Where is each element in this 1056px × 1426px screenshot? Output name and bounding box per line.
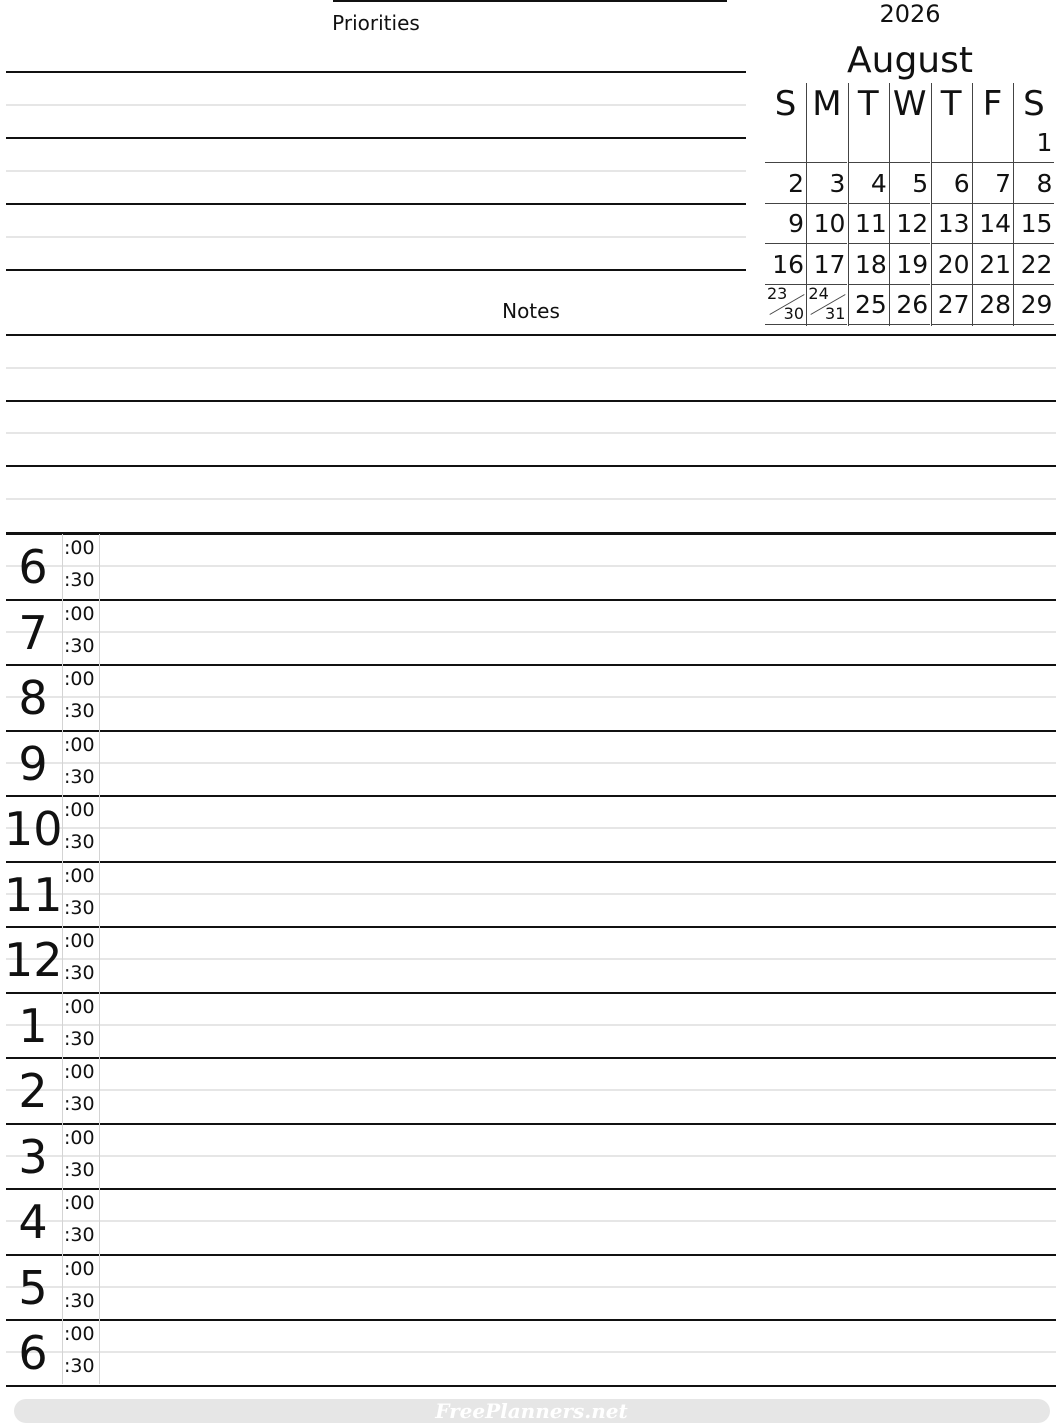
calendar-day: 25 xyxy=(848,285,889,325)
minute-label: :00 xyxy=(64,1126,95,1149)
calendar-day-second: 30 xyxy=(783,304,804,323)
calendar-day: 18 xyxy=(848,245,889,285)
hour-line xyxy=(6,664,1056,666)
calendar-day: 6 xyxy=(931,164,972,204)
calendar-day: 4 xyxy=(848,164,889,204)
calendar-column-divider xyxy=(972,83,973,326)
calendar-day xyxy=(806,285,847,325)
minute-label: :30 xyxy=(64,700,95,722)
calendar-month: August xyxy=(847,40,973,81)
half-hour-line xyxy=(6,1286,1056,1288)
minute-label: :00 xyxy=(64,864,95,887)
minute-label: :00 xyxy=(64,930,95,952)
calendar-day-second: 31 xyxy=(825,304,846,323)
minute-label: :30 xyxy=(64,634,95,657)
notes-line xyxy=(6,334,1056,336)
half-hour-line xyxy=(6,631,1056,633)
half-hour-line xyxy=(6,565,1056,567)
minute-label: :00 xyxy=(64,1257,95,1280)
calendar-day xyxy=(848,123,889,163)
calendar-column-divider xyxy=(889,83,890,326)
calendar-day: 22 xyxy=(1013,245,1054,285)
half-hour-line xyxy=(6,1351,1056,1353)
calendar-weekday: W xyxy=(892,84,927,124)
minute-label: :00 xyxy=(64,799,95,821)
hour-label: 6 xyxy=(18,540,48,594)
half-hour-line xyxy=(6,1024,1056,1026)
half-hour-line xyxy=(6,1155,1056,1157)
hour-line xyxy=(6,992,1056,994)
calendar-day: 8 xyxy=(1013,164,1054,204)
hour-line xyxy=(6,599,1056,601)
hour-column-divider xyxy=(62,534,63,1384)
minute-label: :00 xyxy=(64,995,95,1018)
calendar-day: 20 xyxy=(931,245,972,285)
minute-label: :30 xyxy=(64,1355,95,1377)
calendar-day: 1 xyxy=(1013,123,1054,163)
minute-label: :30 xyxy=(64,569,95,591)
half-hour-line xyxy=(6,958,1056,960)
hour-label: 11 xyxy=(4,867,63,922)
minute-label: :00 xyxy=(64,537,95,559)
half-hour-line xyxy=(6,893,1056,895)
calendar-day: 14 xyxy=(972,204,1013,244)
hour-label: 2 xyxy=(18,1064,48,1118)
calendar-weekday: T xyxy=(857,84,879,124)
calendar-day: 9 xyxy=(765,204,806,244)
notes-guide-line xyxy=(6,367,1056,369)
notes-line xyxy=(6,532,1056,534)
calendar-day xyxy=(931,123,972,163)
hour-line xyxy=(6,730,1056,732)
hour-line xyxy=(6,1254,1056,1256)
priority-guide-line xyxy=(6,104,746,106)
hour-line xyxy=(6,1123,1056,1125)
hour-line xyxy=(6,1319,1056,1321)
calendar-day: 11 xyxy=(848,204,889,244)
calendar-weekday: T xyxy=(940,84,962,124)
calendar-day: 15 xyxy=(1013,204,1054,244)
hour-line xyxy=(6,861,1056,863)
calendar-column-divider xyxy=(1013,83,1014,326)
calendar-day: 17 xyxy=(806,245,847,285)
priority-guide-line xyxy=(6,170,746,172)
calendar-column-divider xyxy=(806,83,807,326)
calendar-weekday: S xyxy=(1023,84,1045,124)
hour-line xyxy=(6,795,1056,797)
calendar-day: 12 xyxy=(889,204,930,244)
half-hour-line xyxy=(6,1089,1056,1091)
hour-label: 3 xyxy=(18,1129,48,1184)
calendar-day: 28 xyxy=(972,285,1013,325)
hour-label: 6 xyxy=(18,1326,48,1380)
half-hour-line xyxy=(6,696,1056,698)
calendar-day: 29 xyxy=(1013,285,1054,325)
notes-line xyxy=(6,465,1056,467)
half-hour-line xyxy=(6,1220,1056,1222)
calendar-column-divider xyxy=(931,83,932,326)
calendar-column-divider xyxy=(848,83,849,326)
hour-label: 10 xyxy=(4,802,63,856)
notes-guide-line xyxy=(6,432,1056,434)
minute-label: :00 xyxy=(64,668,95,690)
notes-heading: Notes xyxy=(502,299,560,323)
minute-label: :30 xyxy=(64,1027,95,1050)
priority-line xyxy=(6,71,746,73)
hour-label: 8 xyxy=(18,671,48,725)
minute-label: :00 xyxy=(64,733,95,756)
priority-line xyxy=(6,269,746,271)
hour-label: 7 xyxy=(18,605,48,660)
top-divider xyxy=(333,0,727,2)
minute-label: :30 xyxy=(64,1158,95,1181)
minute-column-divider xyxy=(99,534,100,1384)
minute-label: :00 xyxy=(64,1061,95,1083)
calendar-day: 26 xyxy=(889,285,930,325)
calendar-day: 7 xyxy=(972,164,1013,204)
hour-label: 9 xyxy=(18,736,48,791)
notes-guide-line xyxy=(6,498,1056,500)
calendar-day: 2 xyxy=(765,164,806,204)
calendar-day xyxy=(765,123,806,163)
hour-label: 12 xyxy=(4,933,63,987)
minute-label: :30 xyxy=(64,962,95,984)
hour-line xyxy=(6,1188,1056,1190)
minute-label: :30 xyxy=(64,765,95,788)
calendar-weekday: M xyxy=(812,84,842,124)
calendar-day xyxy=(889,123,930,163)
half-hour-line xyxy=(6,762,1056,764)
footer-brand-logo: FreePlanners.net xyxy=(435,1399,628,1423)
calendar-weekday: S xyxy=(774,84,797,124)
calendar-year: 2026 xyxy=(879,0,941,28)
hour-label: 5 xyxy=(18,1260,48,1315)
minute-label: :30 xyxy=(64,831,95,853)
minute-label: :30 xyxy=(64,1093,95,1115)
minute-label: :00 xyxy=(64,602,95,625)
calendar-day-first: 23 xyxy=(767,284,788,303)
minute-label: :30 xyxy=(64,896,95,919)
minute-label: :00 xyxy=(64,1192,95,1214)
minute-label: :30 xyxy=(64,1289,95,1312)
calendar-day: 21 xyxy=(972,245,1013,285)
half-hour-line xyxy=(6,827,1056,829)
priority-line xyxy=(6,203,746,205)
calendar-day: 19 xyxy=(889,245,930,285)
hour-line xyxy=(6,926,1056,928)
priority-guide-line xyxy=(6,236,746,238)
calendar-day: 27 xyxy=(931,285,972,325)
calendar-day xyxy=(806,123,847,163)
calendar-day xyxy=(972,123,1013,163)
minute-label: :00 xyxy=(64,1323,95,1345)
schedule-bottom-line xyxy=(6,1385,1056,1387)
hour-label: 1 xyxy=(18,998,48,1053)
calendar-weekday: F xyxy=(982,84,1003,124)
calendar-day-first: 24 xyxy=(808,284,829,303)
calendar-day: 16 xyxy=(765,245,806,285)
calendar-day: 3 xyxy=(806,164,847,204)
hour-line xyxy=(6,1057,1056,1059)
calendar-day: 5 xyxy=(889,164,930,204)
calendar-day: 10 xyxy=(806,204,847,244)
calendar-day xyxy=(765,285,806,325)
priority-line xyxy=(6,137,746,139)
priorities-heading: Priorities xyxy=(332,11,420,35)
minute-label: :30 xyxy=(64,1224,95,1246)
hour-label: 4 xyxy=(18,1195,48,1249)
calendar-day: 13 xyxy=(931,204,972,244)
notes-line xyxy=(6,400,1056,402)
